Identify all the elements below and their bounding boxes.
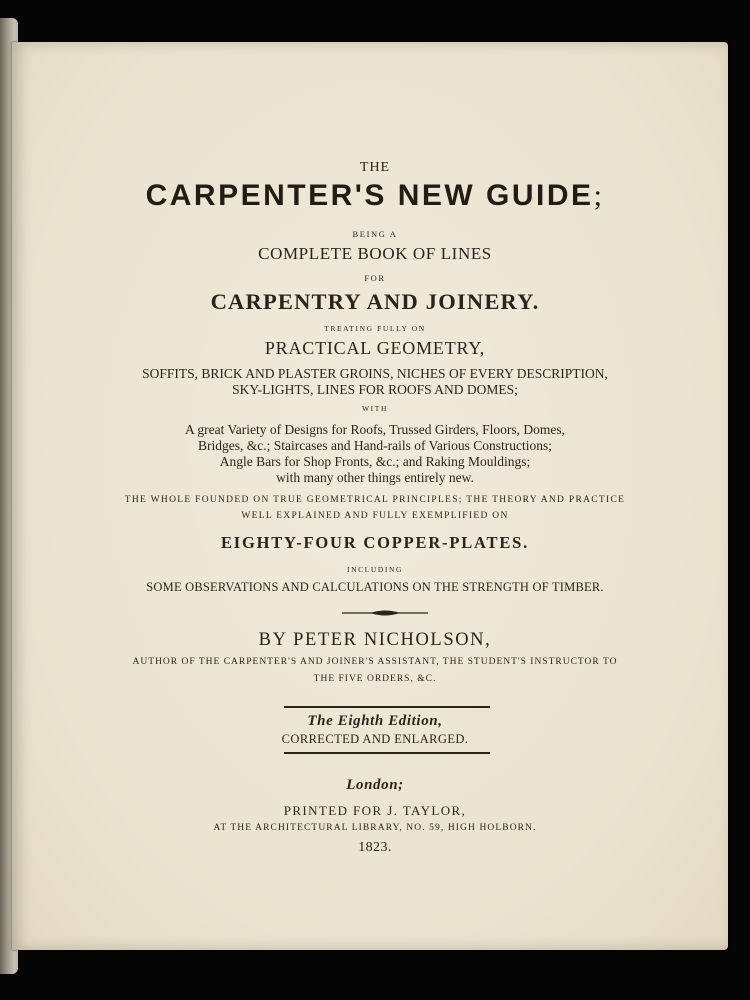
title-the: THE — [359, 160, 391, 175]
being-a-text: BEING A — [352, 229, 398, 239]
main-title-punct: ; — [593, 179, 605, 212]
carpentry-heading: CARPENTRY AND JOINERY. — [210, 289, 540, 314]
founded-line: WELL EXPLAINED AND FULLY EXEMPLIFIED ON — [241, 511, 509, 521]
author-credits-line: THE FIVE ORDERS, &C. — [313, 674, 437, 684]
practical-geometry-heading: PRACTICAL GEOMETRY, — [264, 338, 486, 358]
library-address: AT THE ARCHITECTURAL LIBRARY, NO. 59, HIGH HOLBORN. — [213, 823, 537, 833]
founded-line: THE WHOLE FOUNDED ON TRUE GEOMETRICAL PRINCIPLES; THE THEORY AND PRACTICE — [124, 495, 626, 505]
copper-plates-heading: EIGHTY-FOUR COPPER-PLATES. — [220, 533, 530, 552]
main-title-text: CARPENTER'S NEW GUIDE — [145, 179, 594, 212]
soffits-line: SOFFITS, BRICK AND PLASTER GROINS, NICHES OF EVERY DESCRIPTION, — [142, 366, 608, 381]
rule-bottom — [284, 752, 490, 754]
with-text: WITH — [362, 404, 388, 413]
edition-text: The Eighth Edition, — [307, 713, 443, 729]
complete-book-text: COMPLETE BOOK OF LINES — [258, 244, 492, 263]
main-title — [0, 179, 750, 213]
corrected-text: CORRECTED AND ENLARGED. — [281, 732, 469, 746]
skylights-line: SKY-LIGHTS, LINES FOR ROOFS AND DOMES; — [232, 382, 518, 397]
including-text: INCLUDING — [346, 565, 404, 574]
observations-line: SOME OBSERVATIONS AND CALCULATIONS ON THE STRENGTH OF TIMBER. — [146, 580, 604, 594]
london-text: London; — [346, 777, 404, 793]
variety-line: Bridges, &c.; Staircases and Hand-rails of Various Constructions; — [197, 438, 553, 453]
variety-line: Angle Bars for Shop Fronts, &c.; and Raking Mouldings; — [219, 454, 531, 469]
ornament-divider — [340, 607, 430, 619]
printed-for-text: PRINTED FOR J. TAYLOR, — [283, 803, 467, 818]
author-line: BY PETER NICHOLSON, — [258, 630, 492, 650]
author-credits-line: AUTHOR OF THE CARPENTER'S AND JOINER'S ASSISTANT, THE STUDENT'S INSTRUCTOR TO — [132, 657, 618, 667]
for-text: FOR — [364, 273, 386, 283]
publication-year: 1823. — [358, 840, 392, 855]
variety-line: A great Variety of Designs for Roofs, Trussed Girders, Floors, Domes, — [185, 422, 565, 437]
treating-text: TREATING FULLY ON — [324, 324, 426, 333]
rule-top — [284, 706, 490, 708]
variety-line: with many other things entirely new. — [276, 470, 474, 485]
